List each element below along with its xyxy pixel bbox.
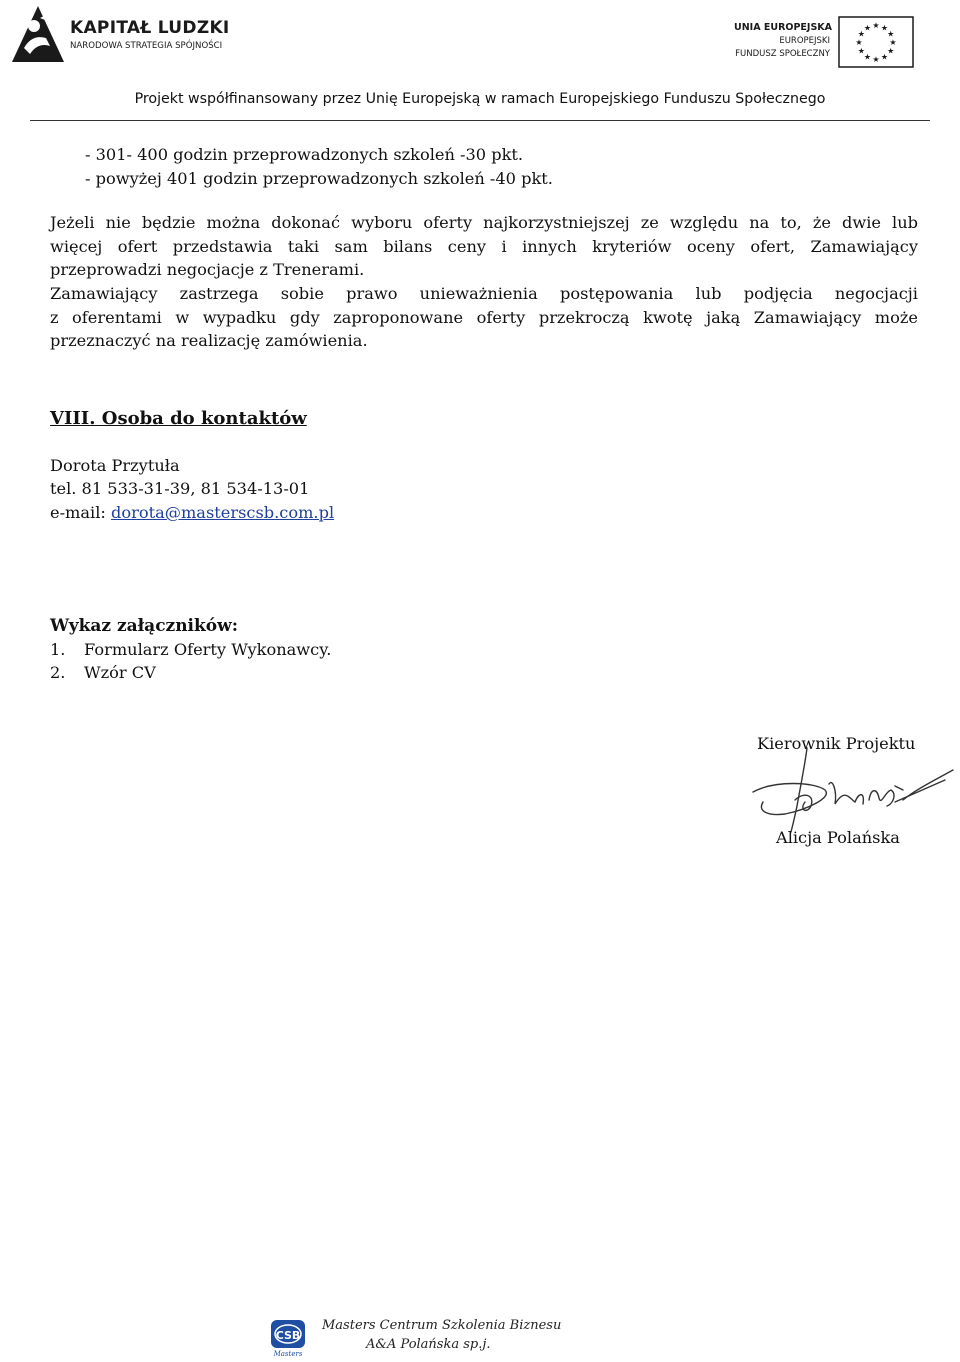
email-link[interactable]: dorota@masterscsb.com.pl bbox=[111, 503, 335, 522]
eu-star-icon: ★ bbox=[889, 38, 897, 47]
footer-company-line2: A&A Polańska sp.j. bbox=[366, 1337, 491, 1352]
eu-star-icon: ★ bbox=[880, 23, 889, 33]
ue-fund-line1: EUROPEJSKI bbox=[779, 36, 830, 46]
header-divider bbox=[30, 120, 930, 121]
eu-star-icon: ★ bbox=[887, 29, 895, 39]
paragraph1-line: Jeżeli nie będzie można dokonać wyboru oferty najkorzystniejszej ze względu na to, że dwie lub bbox=[50, 213, 918, 232]
kapital-ludzki-emblem-icon bbox=[10, 4, 66, 64]
contact-name: Dorota Przytuła bbox=[50, 456, 180, 475]
email-label: e-mail: bbox=[50, 503, 112, 522]
handwritten-signature bbox=[745, 744, 955, 840]
eu-star-icon: ★ bbox=[872, 21, 880, 30]
kapital-ludzki-title: KAPITAŁ LUDZKI bbox=[70, 18, 230, 38]
eu-star-icon: ★ bbox=[857, 29, 865, 39]
attachment-item bbox=[50, 663, 156, 682]
kapital-ludzki-logo bbox=[10, 4, 66, 64]
signature-role: Kierownik Projektu bbox=[757, 734, 916, 753]
attachment-number: 1. bbox=[50, 640, 66, 659]
attachment-number: 2. bbox=[50, 663, 66, 682]
attachment-item bbox=[50, 640, 331, 659]
eu-star-icon: ★ bbox=[880, 52, 889, 62]
svg-text:Masters: Masters bbox=[273, 1350, 303, 1358]
contact-email-row bbox=[50, 503, 334, 522]
paragraph2-line: Zamawiający zastrzega sobie prawo unieważnienia postępowania lub podjęcia negocjacji bbox=[50, 284, 918, 303]
eu-flag-icon bbox=[838, 16, 914, 68]
eu-star-icon: ★ bbox=[887, 46, 895, 56]
masters-csb-emblem-icon bbox=[268, 1318, 308, 1358]
attachments-heading: Wykaz załączników: bbox=[50, 616, 239, 636]
paragraph1-line: więcej ofert przedstawia taki sam bilans ceny i innych kryteriów oceny ofert, Zamawiający bbox=[50, 237, 918, 256]
signature-scribble-icon bbox=[745, 744, 955, 840]
scoring-bullet-2: - powyżej 401 godzin przeprowadzonych szkoleń -40 pkt. bbox=[85, 169, 553, 188]
project-cofinancing-line: Projekt współfinansowany przez Unię Europejską w ramach Europejskiego Funduszu Społecznego bbox=[134, 91, 826, 107]
ue-title: UNIA EUROPEJSKA bbox=[734, 22, 832, 33]
footer-company-line1: Masters Centrum Szkolenia Biznesu bbox=[322, 1318, 562, 1333]
paragraph2-line: z oferentami w wypadku gdy zaproponowane oferty przekroczą kwotę jaką Zamawiający może bbox=[50, 308, 918, 327]
paragraph1-line: przeprowadzi negocjacje z Trenerami. bbox=[50, 260, 365, 279]
signature-name: Alicja Polańska bbox=[776, 828, 900, 847]
attachment-label: Wzór CV bbox=[84, 663, 156, 682]
eu-star-icon: ★ bbox=[863, 52, 872, 62]
svg-text:CSB: CSB bbox=[275, 1329, 301, 1342]
masters-csb-logo bbox=[268, 1318, 308, 1358]
eu-star-icon: ★ bbox=[857, 46, 865, 56]
contact-section-heading: VIII. Osoba do kontaktów bbox=[50, 408, 307, 429]
eu-flag-logo bbox=[838, 16, 914, 68]
eu-star-icon: ★ bbox=[872, 55, 880, 64]
contact-phone: tel. 81 533-31-39, 81 534-13-01 bbox=[50, 479, 310, 498]
attachment-label: Formularz Oferty Wykonawcy. bbox=[84, 640, 332, 659]
paragraph2-line: przeznaczyć na realizację zamówienia. bbox=[50, 331, 368, 350]
scoring-bullet-1: - 301- 400 godzin przeprowadzonych szkoleń -30 pkt. bbox=[85, 145, 524, 164]
eu-star-icon: ★ bbox=[863, 23, 872, 33]
kapital-ludzki-subtitle: NARODOWA STRATEGIA SPÓJNOŚCI bbox=[70, 41, 223, 51]
ue-fund-line2: FUNDUSZ SPOŁECZNY bbox=[735, 49, 830, 59]
eu-star-icon: ★ bbox=[855, 38, 863, 47]
